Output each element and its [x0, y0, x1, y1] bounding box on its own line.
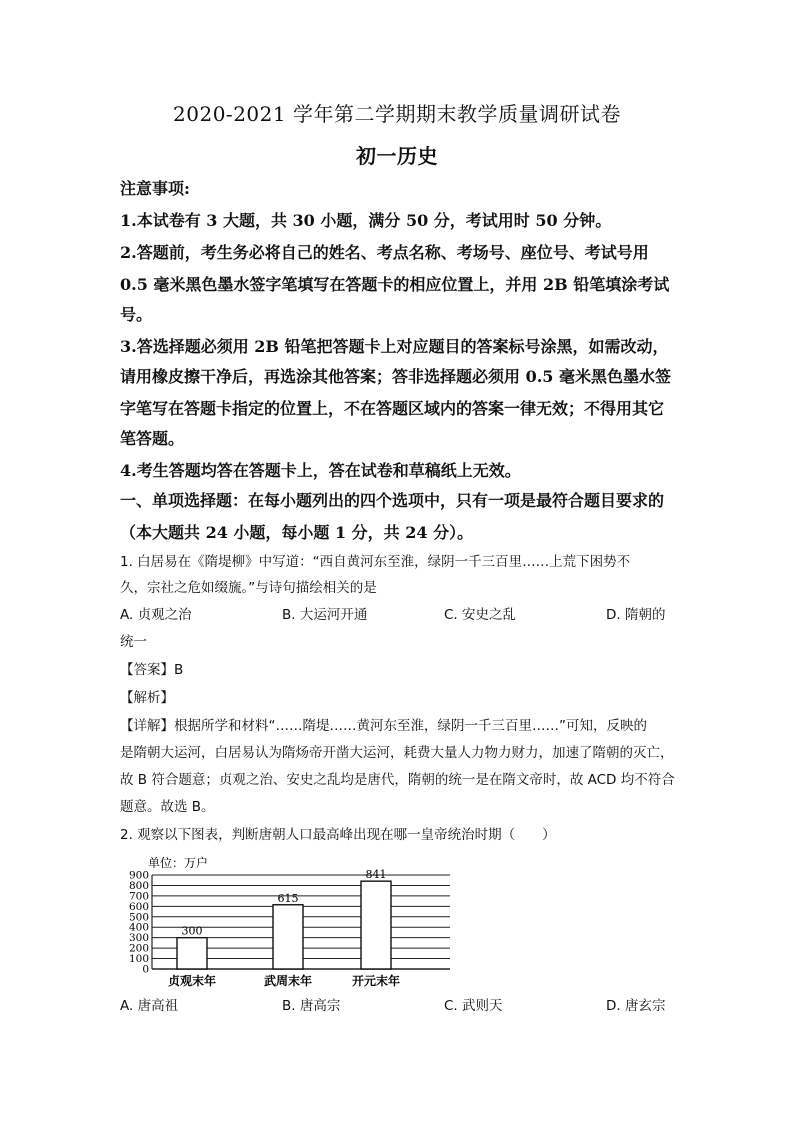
q1-stem-line-1: 1. 白居易在《隋堤柳》中写道：“西自黄河东至淮，绿阴一千三百里……上荒下困势不	[120, 554, 631, 570]
exam-subject: 初一历史	[356, 144, 438, 168]
q2-stem: 2. 观察以下图表，判断唐朝人口最高峰出现在哪一皇帝统治时期（ ）	[120, 827, 556, 843]
bar	[177, 938, 207, 969]
notice-line-3: 0.5 毫米黑色墨水签字笔填写在答题卡的相应位置上，并用 2B 铅笔填涂考试	[120, 275, 670, 294]
q1-detail-line-2: 是隋朝大运河，白居易认为隋炀帝开凿大运河，耗费大量人力物力财力，加速了隋朝的灭亡，	[120, 745, 674, 761]
q1-detail-line-1: 【详解】根据所学和材料“……隋堤……黄河东至淮，绿阴一千三百里……”可知，反映的	[120, 718, 647, 734]
y-tick-label: 900	[128, 869, 149, 882]
notice-line-7: 字笔写在答题卡指定的位置上，不在答题区域内的答案一律无效；不得用其它	[120, 399, 665, 418]
bar-value-label: 300	[181, 924, 203, 938]
notice-line-1: 1.本试卷有 3 大题，共 30 小题，满分 50 分，考试用时 50 分钟。	[120, 211, 612, 230]
chart-category-labels	[168, 973, 400, 988]
bar-value-label: 615	[277, 891, 299, 905]
q2-option-b: B. 唐高宗	[282, 998, 341, 1014]
population-bar-chart	[118, 845, 458, 995]
exam-title: 2020-2021 学年第二学期期末教学质量调研试卷	[173, 102, 621, 126]
notice-line-2: 2.答题前，考生务必将自己的姓名、考点名称、考场号、座位号、考试号用	[120, 243, 649, 262]
bar	[273, 905, 303, 969]
q1-option-d: D. 隋朝的	[606, 607, 666, 623]
y-tick-label: 0	[142, 963, 149, 976]
y-tick-label: 500	[128, 911, 149, 924]
notice-line-4: 号。	[120, 305, 153, 324]
q1-analysis-label: 【解析】	[120, 690, 174, 706]
y-tick-label: 800	[128, 879, 149, 892]
notice-line-6: 请用橡皮擦干净后，再选涂其他答案；答非选择题必须用 0.5 毫米黑色墨水签	[120, 367, 671, 386]
q1-detail-line-4: 题意。故选 B。	[120, 799, 215, 815]
chart-y-ticks	[129, 870, 149, 976]
y-tick-label: 100	[128, 953, 149, 966]
category-label: 武周末年	[263, 974, 313, 988]
q2-option-d: D. 唐玄宗	[606, 998, 666, 1014]
category-label: 贞观末年	[167, 974, 217, 988]
q1-answer: 【答案】B	[120, 662, 184, 678]
category-label: 开元末年	[351, 974, 401, 988]
y-tick-label: 600	[128, 900, 149, 913]
q1-option-c: C. 安史之乱	[444, 607, 517, 623]
y-tick-label: 400	[128, 921, 149, 934]
q2-option-c: C. 武则天	[444, 998, 503, 1014]
notice-line-8: 笔答题。	[120, 429, 185, 448]
y-tick-label: 700	[128, 890, 149, 903]
q1-stem-line-2: 久，宗社之危如缀旒。”与诗句描绘相关的是	[120, 580, 377, 596]
section-heading-line-1: 一、单项选择题：在每小题列出的四个选项中，只有一项是最符合题目要求的	[120, 491, 665, 510]
notice-line-5: 3.答选择题必须用 2B 铅笔把答题卡上对应题目的答案标号涂黑，如需改动，	[120, 337, 669, 356]
q1-option-b: B. 大运河开通	[282, 607, 368, 623]
bar-value-label: 841	[365, 868, 387, 882]
y-tick-label: 200	[128, 942, 149, 955]
notice-line-9: 4.考生答题均答在答题卡上，答在试卷和草稿纸上无效。	[120, 461, 521, 480]
notice-heading: 注意事项:	[120, 179, 190, 198]
q2-option-a: A. 唐高祖	[120, 998, 179, 1014]
y-tick-label: 300	[128, 932, 149, 945]
section-heading-line-2: （本大题共 24 小题，每小题 1 分，共 24 分）。	[120, 523, 474, 542]
q1-detail-line-3: 故 B 符合题意；贞观之治、安史之乱均是唐代，隋朝的统一是在隋文帝时，故 ACD 均不符合	[120, 772, 675, 788]
bar	[361, 881, 391, 969]
q1-option-d-wrap: 统一	[120, 634, 147, 650]
q1-option-a: A. 贞观之治	[120, 607, 192, 623]
chart-unit-label: 单位：万户	[148, 856, 209, 870]
